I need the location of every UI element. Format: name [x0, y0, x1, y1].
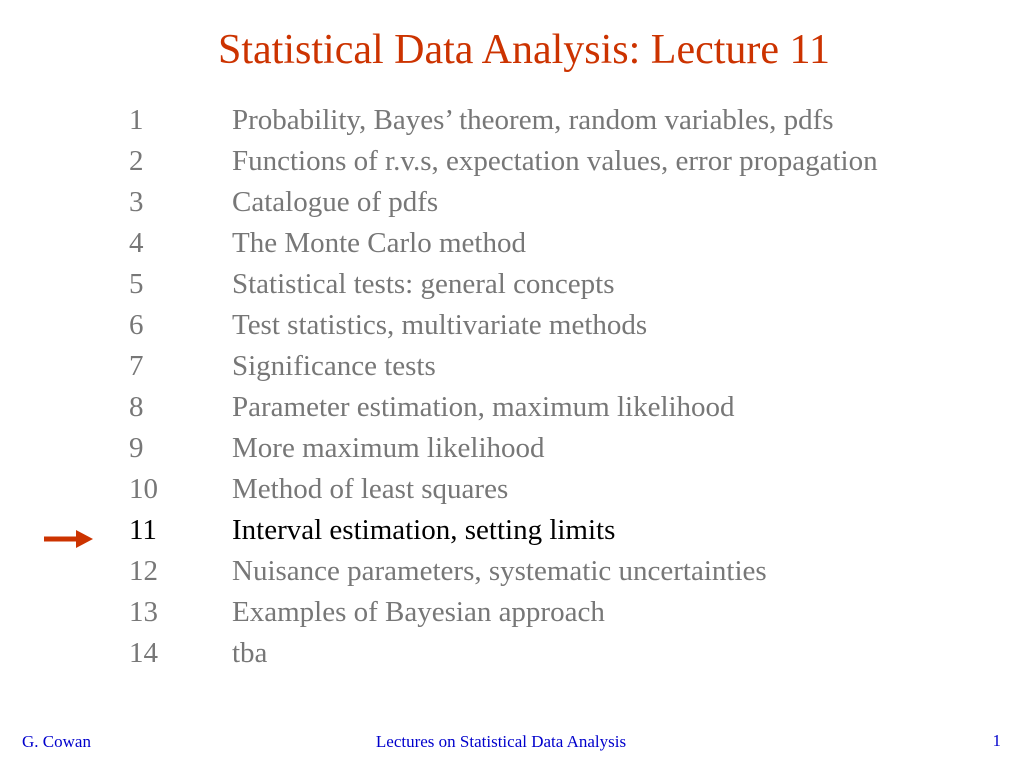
lecture-item [0, 387, 1024, 428]
lecture-list [0, 100, 1024, 674]
lecture-item [0, 182, 1024, 223]
lecture-number: 5 [129, 268, 144, 300]
lecture-topic: Statistical tests: general concepts [232, 268, 615, 300]
lecture-topic: Catalogue of pdfs [232, 186, 439, 218]
lecture-number: 3 [129, 186, 144, 218]
lecture-number: 1 [129, 104, 144, 136]
lecture-topic: More maximum likelihood [232, 432, 545, 464]
lecture-number: 12 [129, 555, 158, 587]
lecture-item [0, 428, 1024, 469]
lecture-topic: tba [232, 637, 268, 669]
lecture-topic: The Monte Carlo method [232, 227, 526, 259]
lecture-topic: Method of least squares [232, 473, 509, 505]
lecture-item [0, 346, 1024, 387]
slide-title: Statistical Data Analysis: Lecture 11 [218, 27, 830, 73]
lecture-topic: Test statistics, multivariate methods [232, 309, 648, 341]
lecture-number: 10 [129, 473, 158, 505]
lecture-topic: Examples of Bayesian approach [232, 596, 605, 628]
footer-author: G. Cowan [22, 732, 91, 751]
lecture-number: 14 [129, 637, 158, 669]
lecture-item [0, 100, 1024, 141]
lecture-item [0, 633, 1024, 674]
lecture-number: 8 [129, 391, 144, 423]
right-arrow-icon [44, 520, 94, 540]
lecture-item [0, 305, 1024, 346]
lecture-topic: Nuisance parameters, systematic uncertainties [232, 555, 767, 587]
lecture-number: 9 [129, 432, 144, 464]
lecture-number: 4 [129, 227, 144, 259]
page-number: 1 [992, 731, 1001, 750]
lecture-topic: Significance tests [232, 350, 436, 382]
lecture-item [0, 223, 1024, 264]
lecture-item [0, 264, 1024, 305]
lecture-topic: Interval estimation, setting limits [232, 514, 616, 546]
lecture-item [0, 141, 1024, 182]
lecture-number: 6 [129, 309, 144, 341]
lecture-number: 13 [129, 596, 158, 628]
lecture-item [0, 592, 1024, 633]
lecture-item [0, 469, 1024, 510]
lecture-topic: Functions of r.v.s, expectation values, error propagation [232, 145, 878, 177]
lecture-number: 11 [129, 514, 157, 546]
lecture-number: 2 [129, 145, 144, 177]
lecture-topic: Probability, Bayes’ theorem, random variables, pdfs [232, 104, 834, 136]
footer-course-title: Lectures on Statistical Data Analysis [375, 732, 627, 751]
lecture-topic: Parameter estimation, maximum likelihood [232, 391, 735, 423]
lecture-item-current [0, 510, 1024, 551]
lecture-number: 7 [129, 350, 144, 382]
lecture-item [0, 551, 1024, 592]
